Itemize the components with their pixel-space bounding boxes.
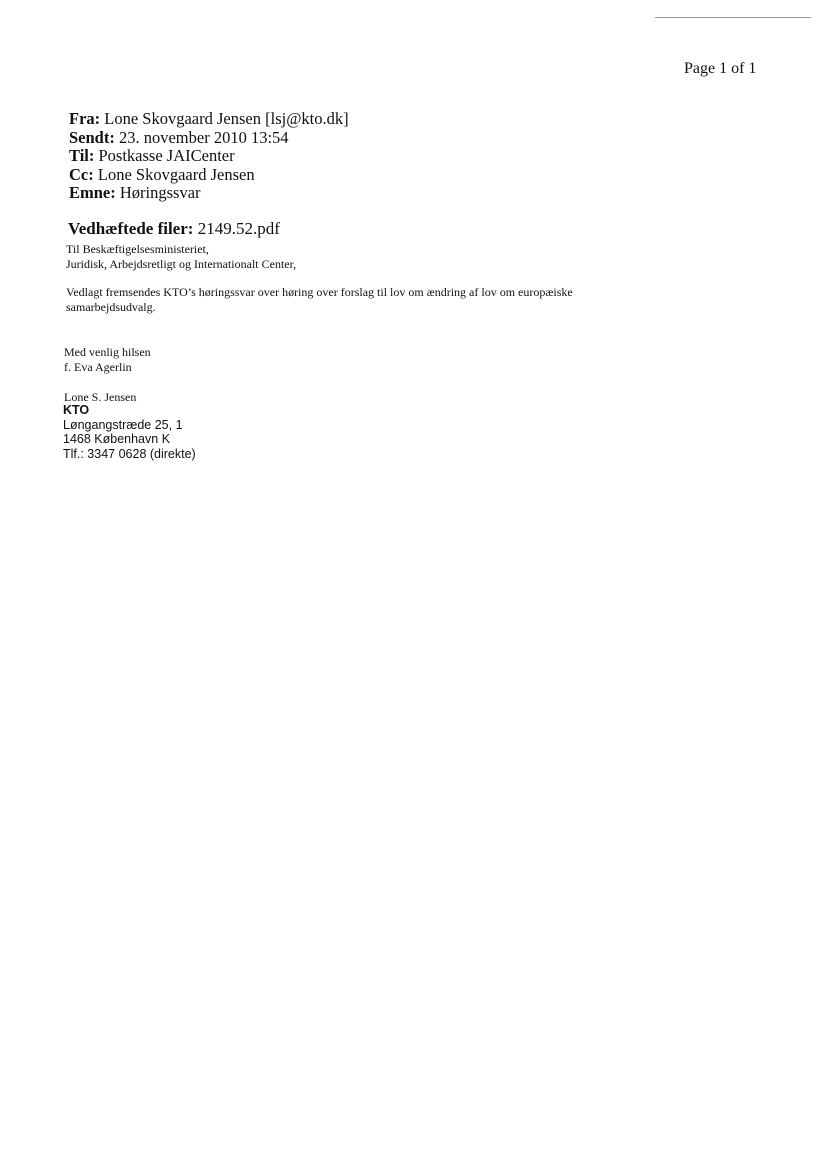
header-cc <box>69 166 349 185</box>
to-value: Postkasse JAICenter <box>98 146 235 165</box>
page-indicator: Page 1 of 1 <box>684 60 757 77</box>
sent-value: 23. november 2010 13:54 <box>118 127 289 147</box>
header-from <box>69 110 349 129</box>
signature-name: Lone S. Jensen <box>64 390 137 404</box>
signature-city: 1468 København K <box>63 432 171 446</box>
cc-label: Cc: <box>69 164 94 184</box>
addressee-line: Til Beskæftigelsesministeriet, <box>66 242 209 256</box>
to-label: Til: <box>69 146 95 165</box>
header-to <box>69 147 349 166</box>
attachment-file: 2149.52.pdf <box>197 219 280 238</box>
attachments-row <box>68 219 280 239</box>
scan-artifact-line <box>655 17 811 18</box>
closing-on-behalf: f. Eva Agerlin <box>64 360 132 374</box>
closing-greeting: Med venlig hilsen <box>64 345 151 359</box>
sent-label: Sendt: <box>69 127 115 147</box>
addressee-line: Juridisk, Arbejdsretligt og Internationalt Center, <box>66 256 297 271</box>
signature-phone: Tlf.: 3347 0628 (direkte) <box>63 446 196 461</box>
body-line: samarbejdsudvalg. <box>66 300 156 314</box>
from-value: Lone Skovgaard Jensen [lsj@kto.dk] <box>104 109 349 128</box>
subject-label: Emne: <box>69 183 116 202</box>
signature-block <box>63 403 196 461</box>
addressee-block <box>66 242 296 271</box>
signature-street: Løngangstræde 25, 1 <box>63 417 183 432</box>
signature-org: KTO <box>63 403 90 417</box>
header-subject <box>69 184 349 203</box>
subject-value: Høringssvar <box>119 183 201 202</box>
cc-value: Lone Skovgaard Jensen <box>97 164 255 184</box>
body-line: Vedlagt fremsendes KTO’s høringssvar over høring over forslag til lov om ændring af lov om europæiske <box>66 285 573 299</box>
email-header-block <box>69 110 349 203</box>
header-sent <box>69 129 349 148</box>
closing-block <box>64 345 151 375</box>
message-body <box>66 285 706 315</box>
from-label: Fra: <box>69 109 101 128</box>
attachments-label: Vedhæftede filer: <box>68 219 194 238</box>
